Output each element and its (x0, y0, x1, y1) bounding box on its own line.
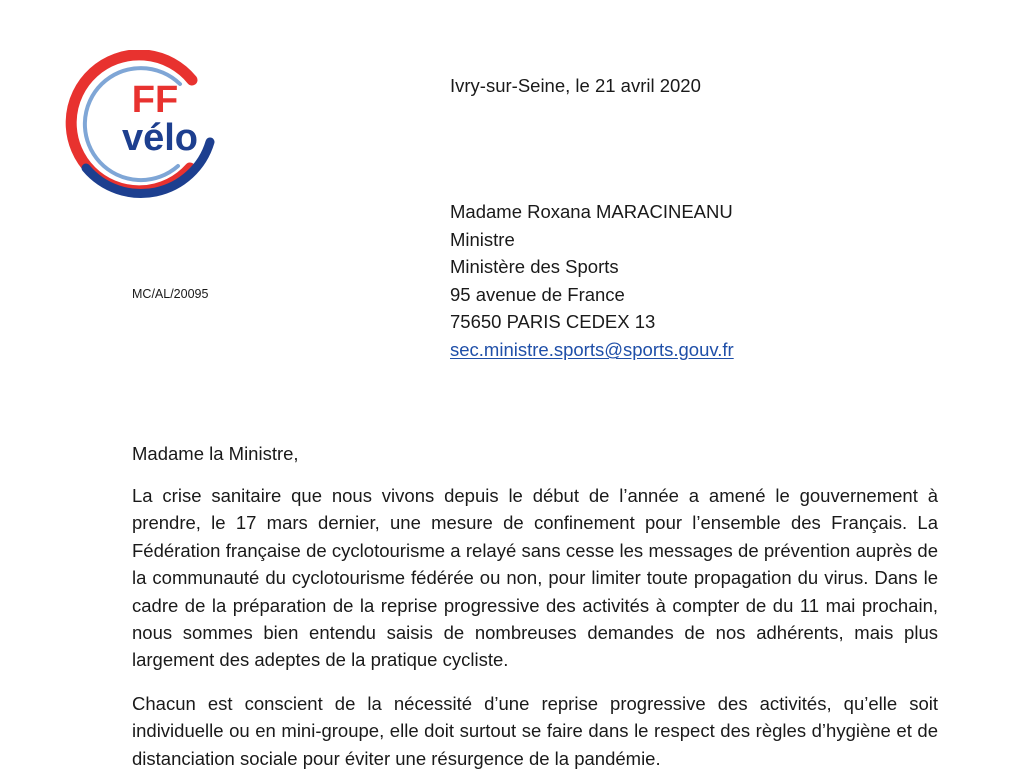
letter-reference: MC/AL/20095 (132, 287, 209, 301)
recipient-street: 95 avenue de France (450, 283, 625, 305)
logo-line1: FF (131, 79, 179, 121)
body-paragraph-1: La crise sanitaire que nous vivons depuis le début de l’année a amené le gouvernement à prendre, le 17 mars dernier, une mesure de confinement pour l’ensemble des Français. La Fédération française de cyclotourisme a relayé sans cesse les messages de prévention auprès de la communauté du cyclotourisme fédérée ou non, pour limiter toute propagation du virus. Dans le cadre de la préparation de la reprise progressive des activités à compter de du 11 mai prochain, nous sommes bien entendu saisis de nombreuses demandes de nos adhérents, mais plus largement des adeptes de la pratique cycliste. (132, 485, 938, 671)
ffvelo-logo (62, 50, 220, 200)
recipient-city: 75650 PARIS CEDEX 13 (450, 311, 656, 333)
recipient-title: Ministre (450, 228, 515, 250)
body-paragraph-2: Chacun est conscient de la nécessité d’une reprise progressive des activités, qu’elle soit individuelle ou en mini-groupe, elle doit surtout se faire dans le respect des règles d’hygiène et de distanciation sociale pour éviter une résurgence de la pandémie. (132, 693, 938, 769)
recipient-name: Madame Roxana MARACINEANU (450, 201, 733, 222)
place-date: Ivry-sur-Seine, le 21 avril 2020 (450, 75, 701, 96)
recipient-organization: Ministère des Sports (450, 256, 619, 278)
salutation: Madame la Ministre, (132, 443, 299, 464)
logo-line2: vélo (121, 117, 199, 159)
recipient-address (450, 198, 734, 364)
recipient-email-link[interactable]: sec.ministre.sports@sports.gouv.fr (450, 338, 734, 360)
